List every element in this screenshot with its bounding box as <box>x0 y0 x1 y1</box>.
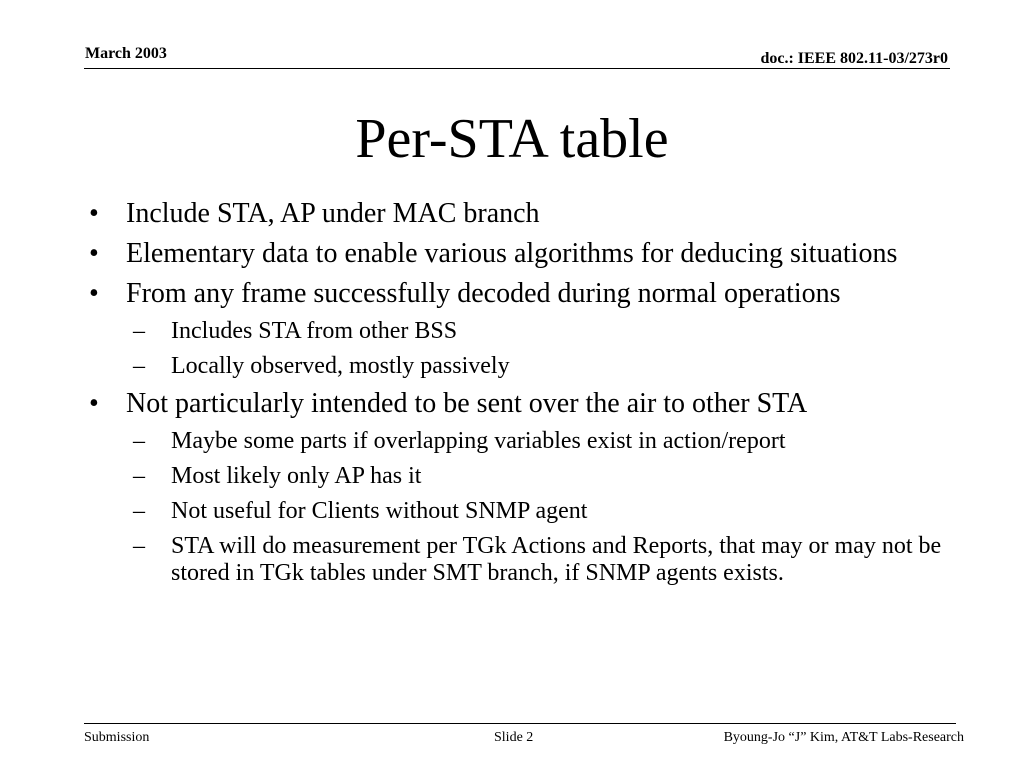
bullet-marker: • <box>89 198 99 229</box>
header-doc-id: doc.: IEEE 802.11-03/273r0 <box>760 50 948 67</box>
header-date: March 2003 <box>85 45 167 62</box>
bullet-marker: • <box>89 238 99 269</box>
header-divider <box>84 68 950 69</box>
bullet-item <box>85 388 965 420</box>
bullet-item <box>85 238 965 270</box>
footer-author: Byoung-Jo “J” Kim, AT&T Labs-Research <box>723 730 964 745</box>
sub-bullet-text: STA will do measurement per TGk Actions and Reports, that may or may not be stored in TGk tables under SMT branch, if SNMP agents exists. <box>171 533 942 586</box>
sub-bullet-text: Locally observed, mostly passively <box>171 353 510 379</box>
sub-bullet-text: Not useful for Clients without SNMP agent <box>171 498 588 524</box>
sub-bullet-text: Includes STA from other BSS <box>171 318 458 344</box>
sub-bullet-item <box>126 533 965 587</box>
sub-bullet-marker: – <box>133 353 145 379</box>
sub-bullet-marker: – <box>133 318 145 344</box>
sub-bullet-marker: – <box>133 428 145 454</box>
slide-body <box>85 198 965 595</box>
bullet-item <box>85 198 965 230</box>
sub-bullet-text: Maybe some parts if overlapping variables exist in action/report <box>171 428 786 454</box>
bullet-text: Include STA, AP under MAC branch <box>126 198 540 229</box>
bullet-text: Elementary data to enable various algorithms for deducing situations <box>126 238 898 269</box>
sub-bullet-marker: – <box>133 463 145 489</box>
sub-bullet-item <box>126 463 965 490</box>
sub-bullet-item <box>126 428 965 455</box>
bullet-item <box>85 278 965 310</box>
bullet-marker: • <box>89 388 99 419</box>
bullet-text: Not particularly intended to be sent over the air to other STA <box>126 388 808 419</box>
slide-title: Per-STA table <box>355 108 669 170</box>
bullet-marker: • <box>89 278 99 309</box>
sub-bullet-item <box>126 353 965 380</box>
sub-bullet-item <box>126 318 965 345</box>
bullet-text: From any frame successfully decoded during normal operations <box>126 278 841 309</box>
sub-bullet-marker: – <box>133 498 145 524</box>
sub-bullet-item <box>126 498 965 525</box>
sub-bullet-marker: – <box>133 533 145 559</box>
footer-submission: Submission <box>84 730 150 745</box>
sub-bullet-text: Most likely only AP has it <box>171 463 422 489</box>
footer-slide-number: Slide 2 <box>494 730 534 745</box>
footer-divider <box>84 723 956 724</box>
